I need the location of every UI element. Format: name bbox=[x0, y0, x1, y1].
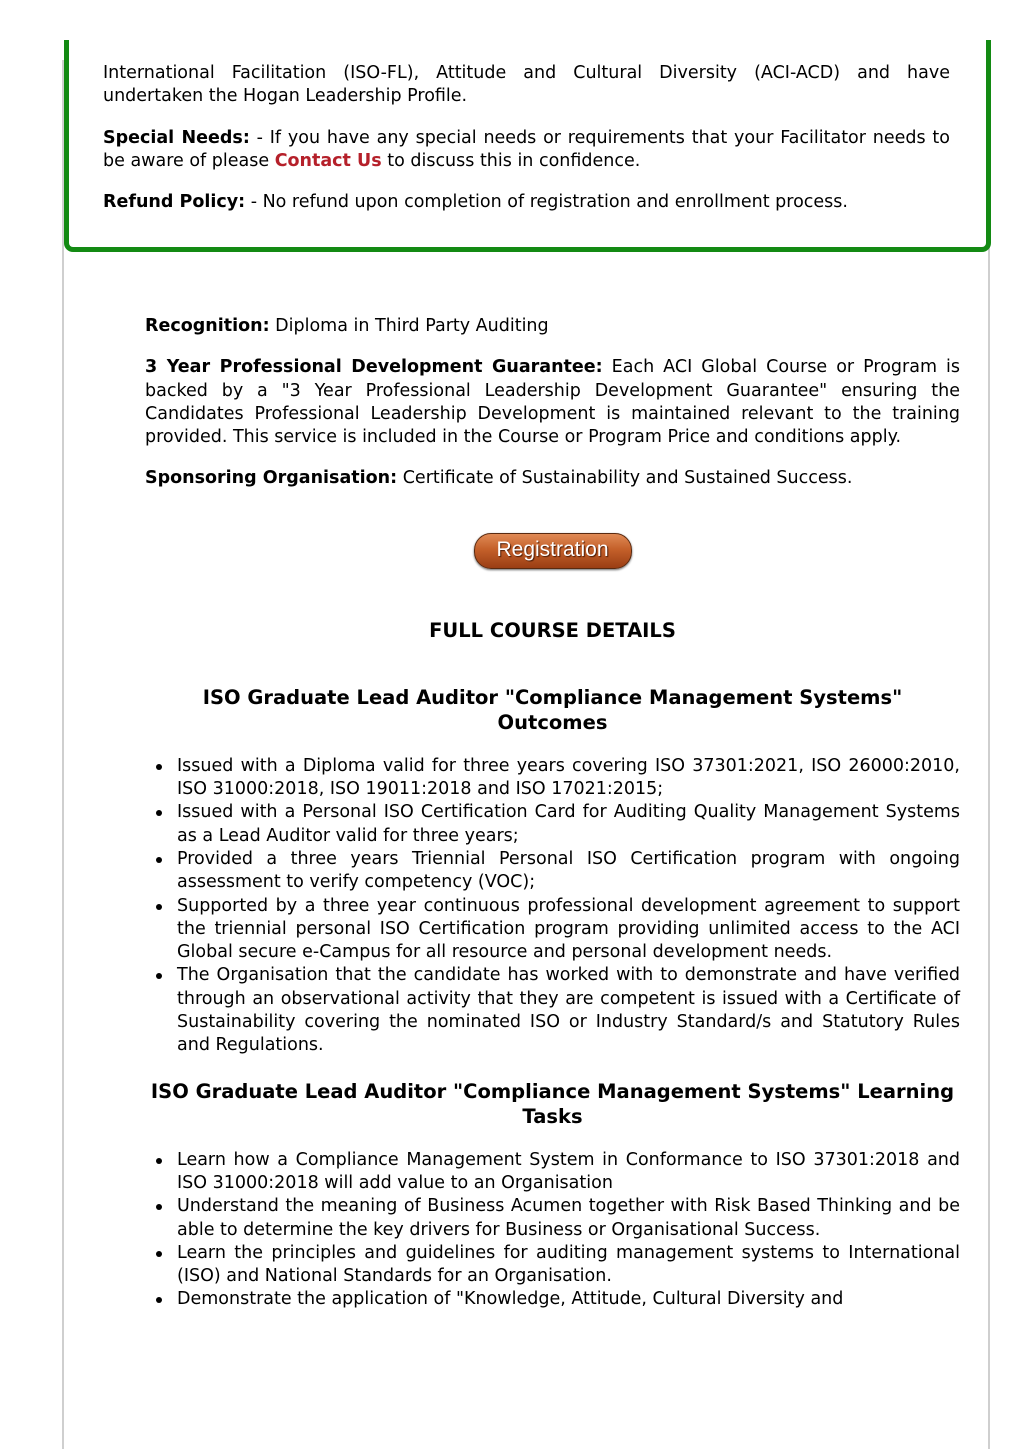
sponsoring-label: Sponsoring Organisation: bbox=[145, 468, 398, 489]
list-item: Understand the meaning of Business Acumen together with Risk Based Thinking and be able to determine the key drivers for Business or Organisational Success. bbox=[177, 1195, 960, 1242]
list-item: The Organisation that the candidate has worked with to demonstrate and have verified through an observational activity that they are competent is issued with a Certificate of Sustainability covering the nominated ISO or Industry Standard/s and Statutory Rules and Regulations. bbox=[177, 964, 960, 1057]
registration-button[interactable]: Registration bbox=[474, 533, 632, 569]
list-item: Issued with a Diploma valid for three years covering ISO 37301:2021, ISO 26000:2010, ISO 31000:2018, ISO 19011:2018 and ISO 17021:2015; bbox=[177, 755, 960, 802]
full-course-details-heading: FULL COURSE DETAILS bbox=[429, 618, 676, 642]
sponsoring-text: Certificate of Sustainability and Sustained Success. bbox=[397, 468, 853, 489]
course-info-box bbox=[64, 40, 991, 252]
facilitation-continuation-text: International Facilitation (ISO-FL), Attitude and Cultural Diversity (ACI-ACD) and have undertaken the Hogan Leadership Profile. bbox=[103, 63, 950, 107]
course-info-box-content bbox=[103, 62, 950, 214]
outcomes-heading: ISO Graduate Lead Auditor "Compliance Management Systems" Outcomes bbox=[202, 685, 903, 734]
list-item: Learn the principles and guidelines for auditing management systems to International (ISO) and National Standards for an Organisation. bbox=[177, 1242, 960, 1289]
contact-us-link[interactable]: Contact Us bbox=[274, 150, 382, 171]
special-needs-text-end: to discuss this in confidence. bbox=[381, 150, 641, 171]
list-item: Provided a three years Triennial Personal ISO Certification program with ongoing assessment to verify competency (VOC); bbox=[177, 848, 960, 895]
guarantee-paragraph bbox=[145, 356, 960, 449]
list-item: Supported by a three year continuous professional development agreement to support the triennial personal ISO Certification program providing unlimited access to the ACI Global secure e-Campus for all resource and personal development needs. bbox=[177, 895, 960, 965]
refund-policy-text: - No refund upon completion of registration and enrollment process. bbox=[245, 192, 848, 213]
list-item: Issued with a Personal ISO Certification Card for Auditing Quality Management Systems as a Lead Auditor valid for three years; bbox=[177, 801, 960, 848]
recognition-paragraph bbox=[145, 315, 960, 338]
special-needs-text: - If you have any special needs or requirements that your Facilitator needs to be aware of please bbox=[103, 127, 950, 171]
main-content bbox=[145, 315, 960, 1312]
special-needs-paragraph bbox=[103, 127, 950, 174]
guarantee-text: Each ACI Global Course or Program is backed by a "3 Year Professional Leadership Development Guarantee" ensuring the Candidates Professional Leadership Development is maintained relevant to the training provided. This service is included in the Course or Program Price and conditions apply. bbox=[145, 357, 960, 448]
page-frame-right-border bbox=[988, 60, 990, 1449]
page-frame-left-border bbox=[62, 60, 64, 1449]
learning-tasks-list bbox=[145, 1149, 960, 1312]
learning-tasks-heading: ISO Graduate Lead Auditor "Compliance Management Systems" Learning Tasks bbox=[150, 1079, 955, 1128]
outcomes-list bbox=[145, 755, 960, 1058]
guarantee-label: 3 Year Professional Development Guarantee: bbox=[145, 357, 603, 378]
refund-policy-paragraph bbox=[103, 191, 950, 214]
refund-policy-label: Refund Policy: bbox=[103, 192, 246, 213]
list-item: Learn how a Compliance Management System in Conformance to ISO 37301:2018 and ISO 31000:2018 will add value to an Organisation bbox=[177, 1149, 960, 1196]
recognition-text: Diploma in Third Party Auditing bbox=[269, 316, 549, 336]
sponsoring-paragraph bbox=[145, 467, 960, 490]
list-item: Demonstrate the application of "Knowledge, Attitude, Cultural Diversity and bbox=[177, 1288, 960, 1311]
registration-button-wrap bbox=[145, 533, 960, 569]
special-needs-label: Special Needs: bbox=[103, 127, 250, 148]
recognition-label: Recognition: bbox=[145, 316, 270, 336]
